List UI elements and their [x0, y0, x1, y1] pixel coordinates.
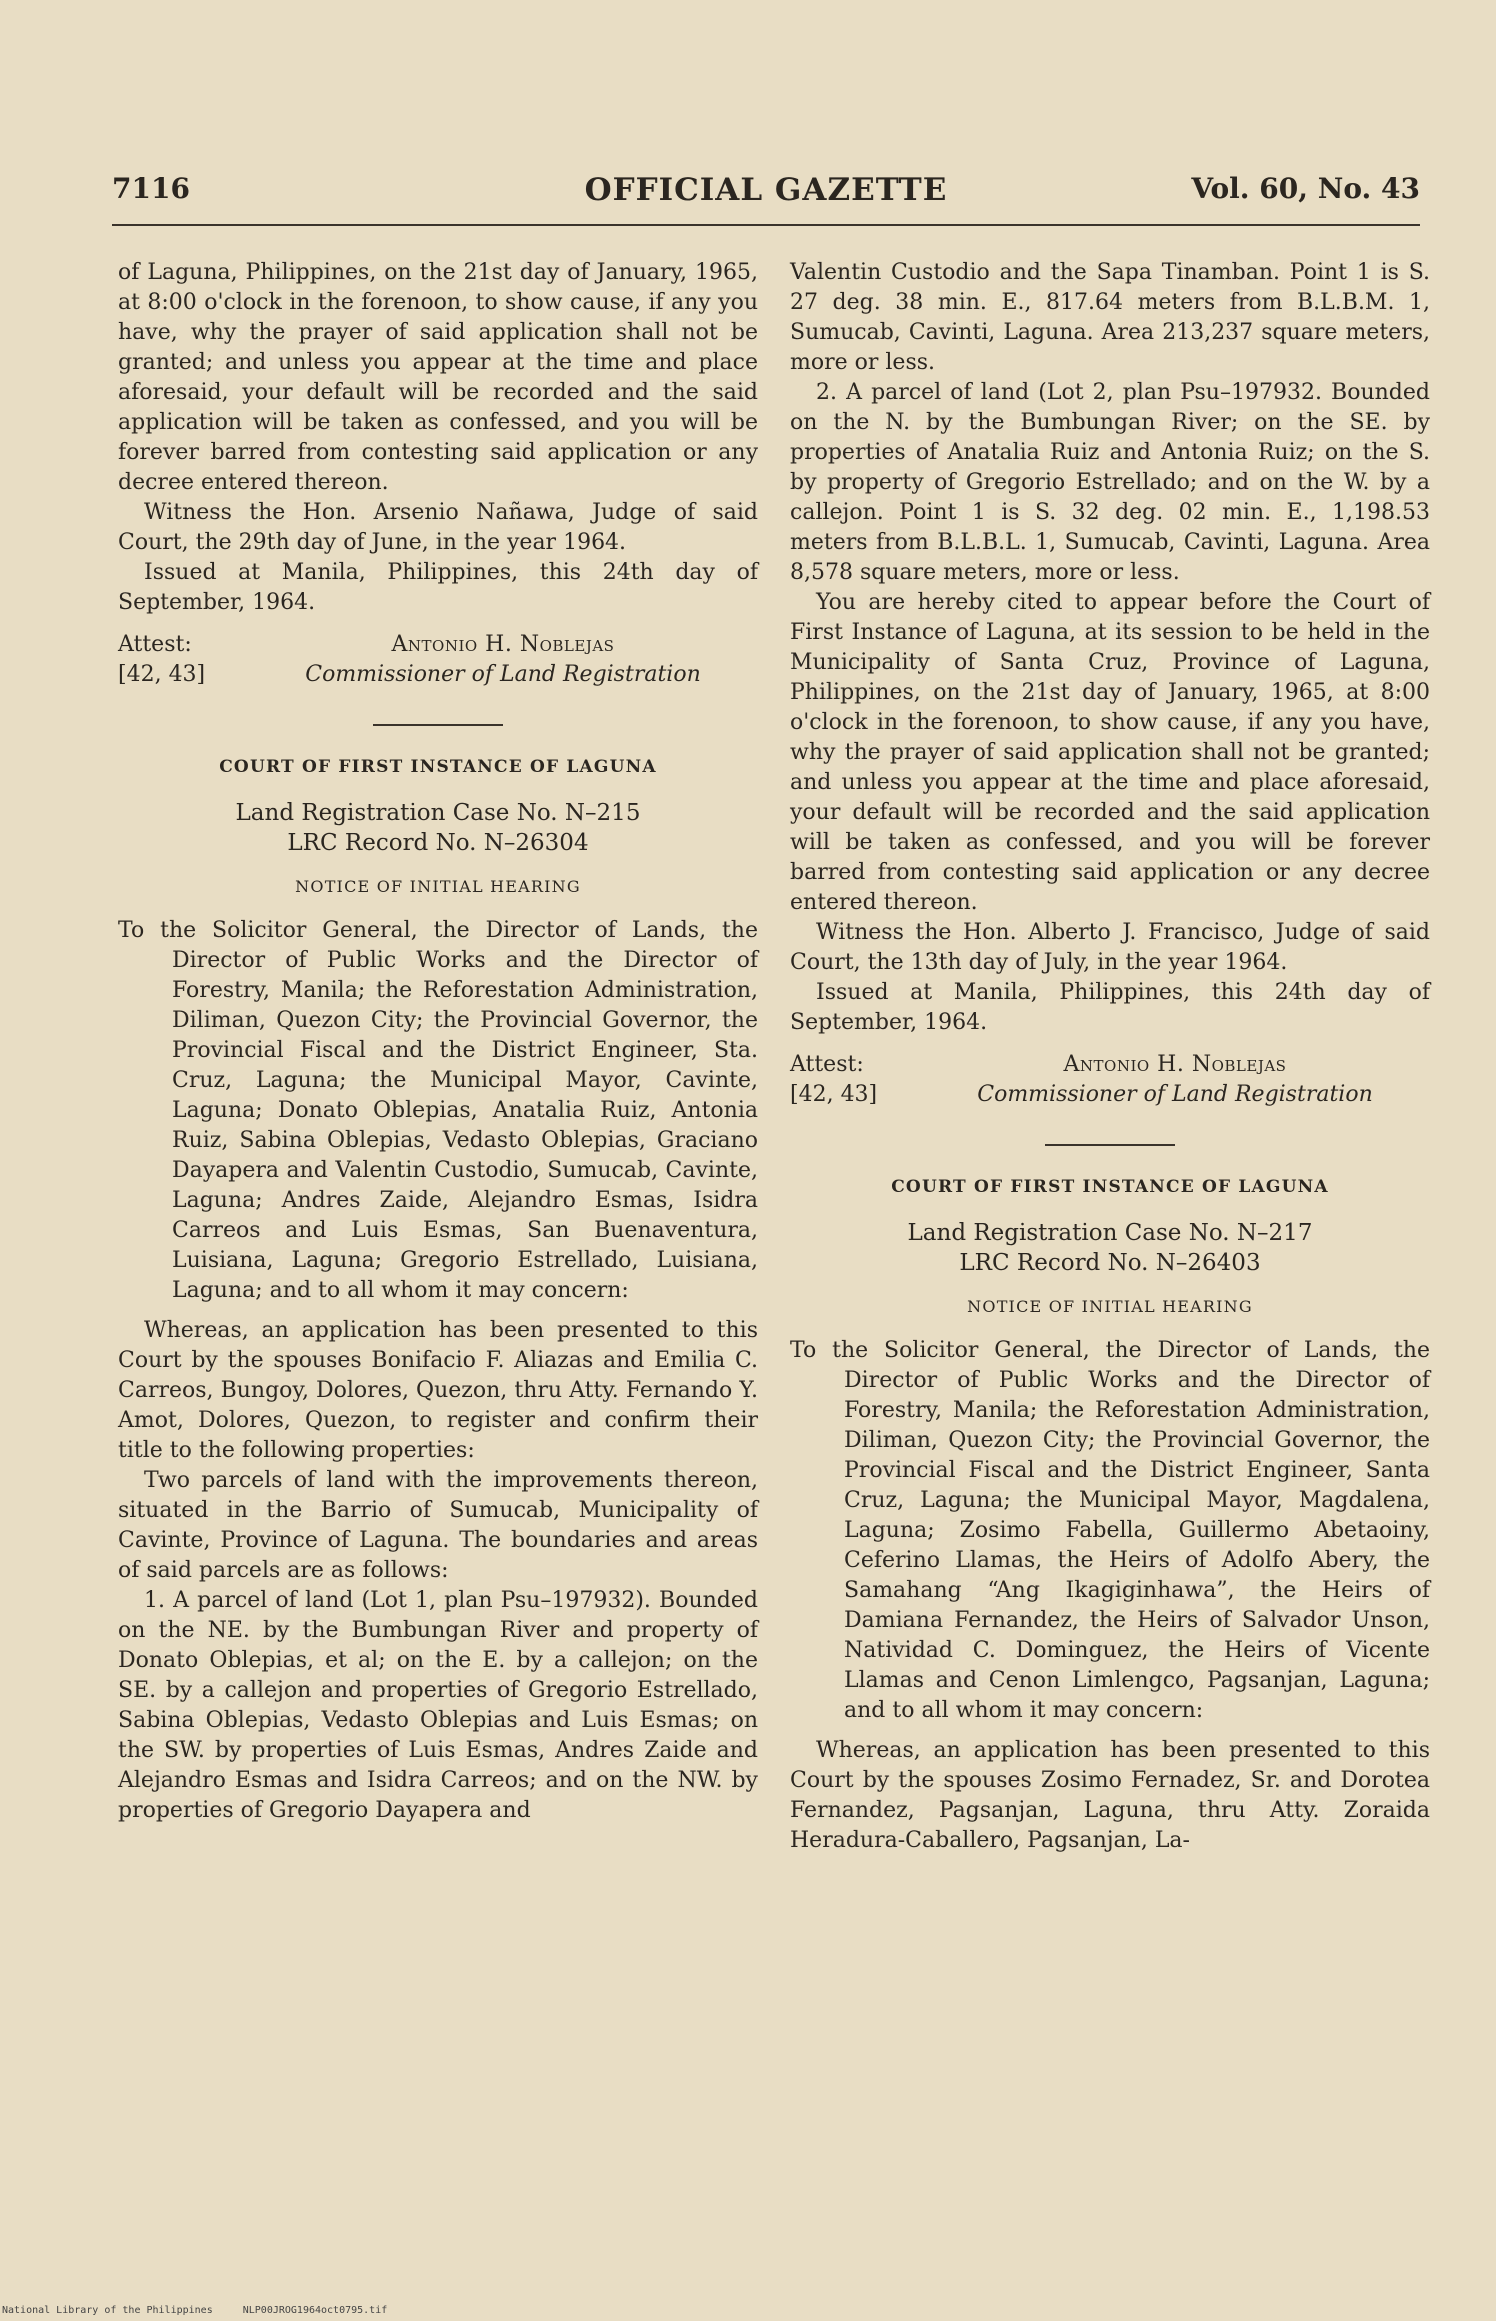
attest-role: Commissioner of Land Registration: [305, 662, 701, 687]
attest-label: Attest:: [790, 1052, 864, 1077]
attest-label: Attest:: [118, 632, 192, 657]
paragraph: Issued at Manila, Philippines, this 24th day of September, 1964.: [118, 560, 758, 615]
scan-footer: [2, 2305, 411, 2316]
addressees: To the Solicitor General, the Director of Lands, the Director of Public Works and the Director of Forestry, Manila; the Reforestation Administration, Diliman, Quezon City; the Provincial Governor, the Provincial Fiscal and the District Engineer, Sta. Cruz, Laguna; the Municipal Mayor, Cavinte, Laguna; Donato Oblepias, Anatalia Ruiz, Antonia Ruiz, Sabina Oblepias, Vedasto Oblepias, Graciano Dayapera and Valentin Custodio, Sumucab, Cavinte, Laguna; Andres Zaide, Alejandro Esmas, Isidra Carreos and Luis Esmas, San Buenaventura, Luisiana, Laguna; Gregorio Estrellado, Luisiana, Laguna; and to all whom it may concern:: [118, 918, 758, 1303]
paragraph: 2. A parcel of land (Lot 2, plan Psu–197932. Bounded on the N. by the Bumbungan River; on the SE. by properties of Anatalia Ruiz and Antonia Ruiz; on the S. by property of Gregorio Estrellado; and on the W. by a callejon. Point 1 is S. 32 deg. 02 min. E., 1,198.53 meters from B.L.B.L. 1, Sumucab, Cavinti, Laguna. Area 8,578 square meters, more or less.: [790, 380, 1430, 585]
court-heading: COURT OF FIRST INSTANCE OF LAGUNA: [891, 1177, 1329, 1197]
attest-ref: [42, 43]: [790, 1082, 878, 1107]
attest-role: Commissioner of Land Registration: [977, 1082, 1373, 1107]
record-number: LRC Record No. N–26304: [287, 830, 589, 856]
paragraph: of Laguna, Philippines, on the 21st day of January, 1965, at 8:00 o'clock in the forenoon, to show cause, if any you have, why the prayer of said application shall not be granted; and unless you appear at the time and place aforesaid, your default will be recorded and the said application will be taken as confessed, and you will be forever barred from contesting said application or any decree entered thereon.: [118, 260, 758, 495]
paragraph: Two parcels of land with the improvements thereon, situated in the Barrio of Sumucab, Municipality of Cavinte, Province of Laguna. The boundaries and areas of said parcels are as follows:: [118, 1468, 758, 1583]
paragraph: 1. A parcel of land (Lot 1, plan Psu–197932). Bounded on the NE. by the Bumbungan River and property of Donato Oblepias, et al; on the E. by a callejon; on the SE. by a callejon and properties of Gregorio Estrellado, Sabina Oblepias, Vedasto Oblepias and Luis Esmas; on the SW. by properties of Luis Esmas, Andres Zaide and Alejandro Esmas and Isidra Carreos; and on the NW. by properties of Gregorio Dayapera and: [118, 1588, 758, 1823]
paragraph: Whereas, an application has been presented to this Court by the spouses Zosimo Fernadez, Sr. and Dorotea Fernandez, Pagsanjan, Laguna, thru Atty. Zoraida Heradura-Caballero, Pagsanjan, La-: [790, 1738, 1430, 1853]
paragraph: Issued at Manila, Philippines, this 24th day of September, 1964.: [790, 980, 1430, 1035]
right-column: [790, 258, 1430, 1856]
attestation: [790, 1050, 1430, 1110]
court-heading: COURT OF FIRST INSTANCE OF LAGUNA: [219, 757, 657, 777]
paragraph: Witness the Hon. Alberto J. Francisco, Judge of said Court, the 13th day of July, in the year 1964.: [790, 920, 1430, 975]
library-credit: National Library of the Philippines: [2, 2305, 213, 2316]
header-rule: [112, 224, 1420, 226]
paragraph: Valentin Custodio and the Sapa Tinamban. Point 1 is S. 27 deg. 38 min. E., 817.64 meters from B.L.B.M. 1, Sumucab, Cavinti, Laguna. Area 213,237 square meters, more or less.: [790, 260, 1430, 375]
case-number: Land Registration Case No. N–215: [235, 800, 641, 826]
section-divider: [1045, 1144, 1175, 1146]
paragraph: Witness the Hon. Arsenio Nañawa, Judge of said Court, the 29th day of June, in the year 1964.: [118, 500, 758, 555]
notice-heading: NOTICE OF INITIAL HEARING: [295, 877, 581, 896]
case-number: Land Registration Case No. N–217: [907, 1220, 1313, 1246]
addressees: To the Solicitor General, the Director of Lands, the Director of Public Works and the Director of Forestry, Manila; the Reforestation Administration, Diliman, Quezon City; the Provincial Governor, the Provincial Fiscal and the District Engineer, Santa Cruz, Laguna; the Municipal Mayor, Magdalena, Laguna; Zosimo Fabella, Guillermo Abetaoiny, Ceferino Llamas, the Heirs of Adolfo Abery, the Samahang “Ang Ikagiginhawa”, the Heirs of Damiana Fernandez, the Heirs of Salvador Unson, Natividad C. Dominguez, the Heirs of Vicente Llamas and Cenon Limlengco, Pagsanjan, Laguna; and to all whom it may concern:: [790, 1338, 1430, 1723]
publication-title: OFFICIAL GAZETTE: [584, 172, 948, 208]
section-divider: [373, 724, 503, 726]
notice-heading: NOTICE OF INITIAL HEARING: [967, 1297, 1253, 1316]
page-number: 7116: [112, 172, 190, 205]
attest-ref: [42, 43]: [118, 662, 206, 687]
attest-name: Antonio H. Noblejas: [1063, 1052, 1287, 1077]
page-header: [112, 172, 1420, 216]
volume-number: Vol. 60, No. 43: [1191, 172, 1420, 205]
attestation: [118, 630, 758, 690]
left-column: [118, 258, 758, 1826]
record-number: LRC Record No. N–26403: [959, 1250, 1261, 1276]
attest-name: Antonio H. Noblejas: [391, 632, 615, 657]
file-name: NLP00JROG1964oct0795.tif: [242, 2305, 388, 2316]
paragraph: You are hereby cited to appear before the Court of First Instance of Laguna, at its session to be held in the Municipality of Santa Cruz, Province of Laguna, Philippines, on the 21st day of January, 1965, at 8:00 o'clock in the forenoon, to show cause, if any you have, why the prayer of said application shall not be granted; and unless you appear at the time and place aforesaid, your default will be recorded and the said application will be taken as confessed, and you will be forever barred from contesting said application or any decree entered thereon.: [790, 590, 1430, 915]
paragraph: Whereas, an application has been presented to this Court by the spouses Bonifacio F. Aliazas and Emilia C. Carreos, Bungoy, Dolores, Quezon, thru Atty. Fernando Y. Amot, Dolores, Quezon, to register and confirm their title to the following properties:: [118, 1318, 758, 1463]
